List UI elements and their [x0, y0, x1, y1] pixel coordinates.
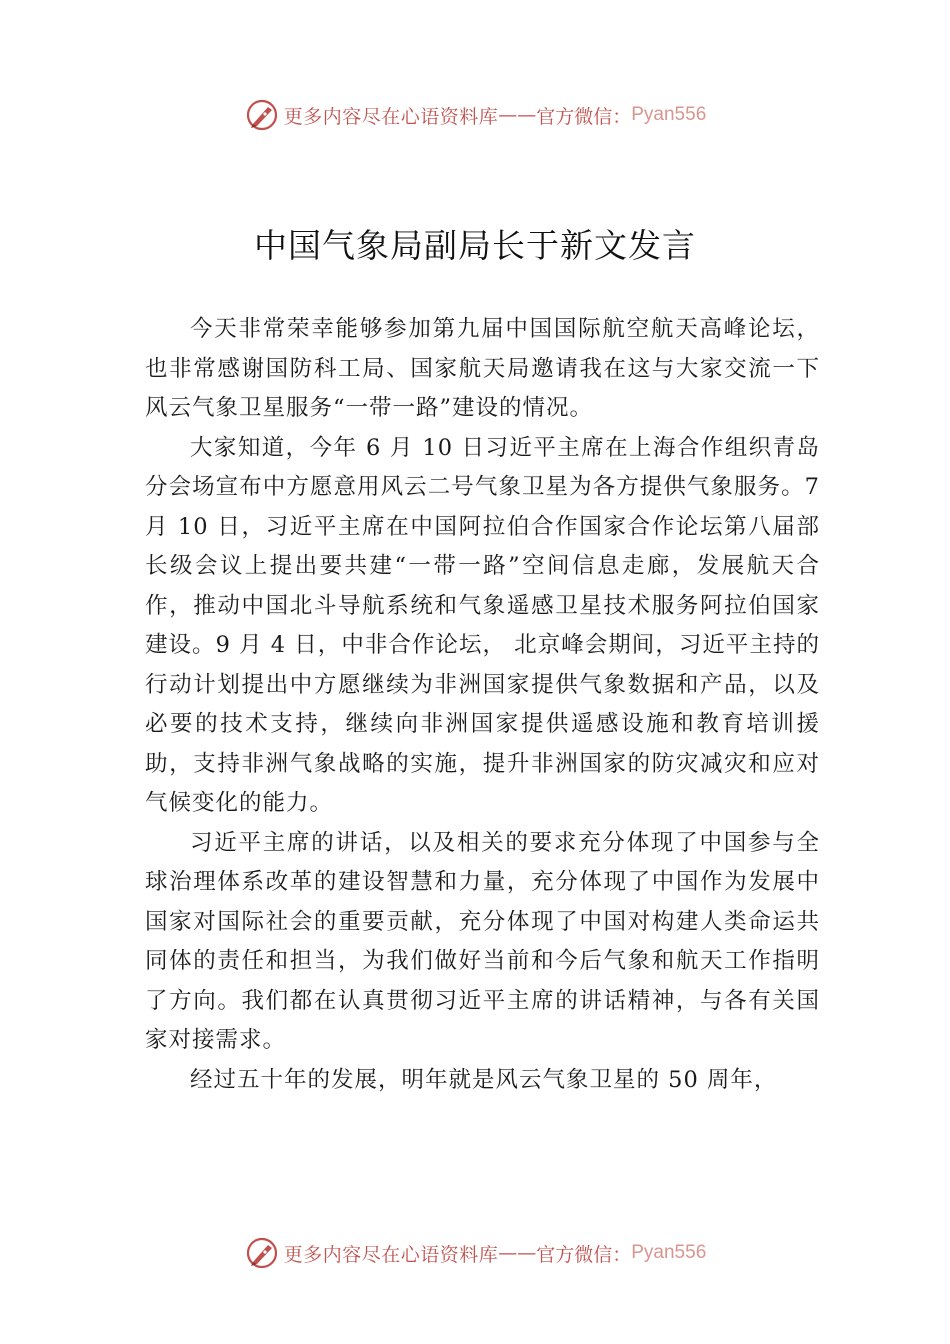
- paragraph-3: 习近平主席的讲话，以及相关的要求充分体现了中国参与全球治理体系改革的建设智慧和力量，充分体现了中国作为发展中国家对国际社会的重要贡献，充分体现了中国对构建人类命运共同体的责任和担当，为我们做好当前和今后气象和航天工作指明了方向。我们都在认真贯彻习近平主席的讲话精神，与各有关国家对接需求。: [145, 829, 820, 1053]
- banner-text: 更多内容尽在心语资料库: [283, 105, 499, 128]
- pen-logo-icon: [244, 97, 280, 133]
- paragraph-1: 今天非常荣幸能够参加第九届中国国际航空航天高峰论坛，也非常感谢国防科工局、国家航天局邀请我在这与大家交流一下风云气象卫星服务“一带一路”建设的情况。: [145, 316, 820, 421]
- header-banner: [0, 95, 950, 135]
- banner-dash: ——: [498, 1242, 537, 1264]
- banner-label: 官方微信：: [536, 1243, 632, 1266]
- page-title: 中国气象局副局长于新文发言: [254, 226, 696, 265]
- banner-wechat-id: Pyan556: [631, 1242, 707, 1263]
- footer-banner: [0, 1233, 950, 1273]
- paragraph-2: 大家知道，今年 6 月 10 日习近平主席在上海合作组织青岛分会场宣布中方愿意用风云二号气象卫星为各方提供气象服务。7 月 10 日，习近平主席在中国阿拉伯合作国家合作论坛第八届部长级会议上提出要共建“一带一路”空间信息走廊，发展航天合作，推动中国北斗导航系统和气象遥感卫星技术服务阿拉伯国家建设。9 月 4 日，中非合作论坛， 北京峰会期间，习近平主持的行动计划提出中方愿继续为非洲国家提供气象数据和产品，以及必要的技术支持，继续向非洲国家提供遥感设施和教育培训援助，支持非洲气象战略的实施，提升非洲国家的防灾减灾和应对气候变化的能力。: [145, 434, 820, 816]
- banner-label: 官方微信：: [536, 105, 632, 128]
- pen-logo-icon: [244, 1235, 280, 1271]
- banner-dash: ——: [498, 104, 537, 126]
- banner-text: 更多内容尽在心语资料库: [283, 1243, 499, 1266]
- paragraph-4: 经过五十年的发展，明年就是风云气象卫星的 50 周年，: [190, 1066, 778, 1093]
- document-body: [145, 310, 820, 1100]
- banner-wechat-id: Pyan556: [631, 104, 707, 125]
